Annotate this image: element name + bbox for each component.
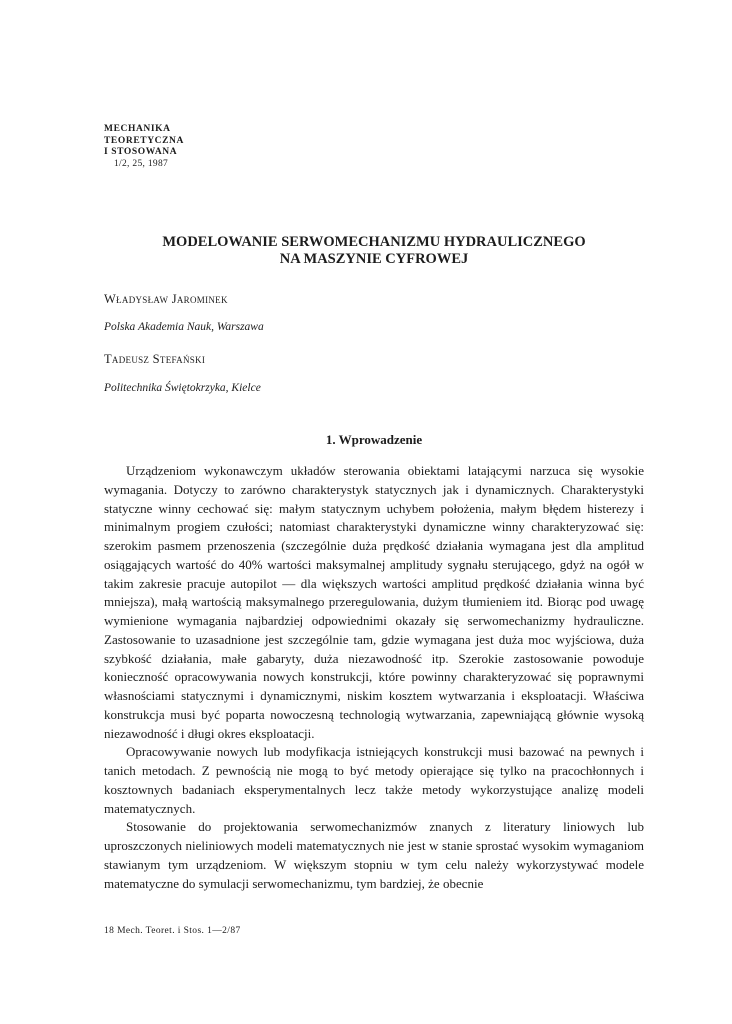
masthead-line: I STOSOWANA (104, 147, 178, 157)
page-footer: 18 Mech. Teoret. i Stos. 1—2/87 (104, 926, 241, 936)
title-line: MODELOWANIE SERWOMECHANIZMU HYDRAULICZNEGO (162, 234, 586, 250)
masthead-issue: 1/2, 25, 1987 (114, 158, 169, 169)
paragraph: Urządzeniom wykonawczym układów sterowania obiektami latającymi narzuca się wysokie wymagania. Dotyczy to zarówno charakterystyk statycznych jak i dynamicznych. Charakterystyki statyczne winny cechować się: małym statycznym uchybem położenia, małym błędem histerezy i minimalnym progiem czułości; natomiast charakterystyki dynamiczne winny charakteryzować się: szerokim pasmem przenoszenia (szczególnie duża prędkość działania wymagana jest dla amplitud osiągających wartość do 40% wartości maksymalnej amplitudy sygnału sterującego, gdyż na ogół w takim zakresie pracuje autopilot — dla większych wartości amplitud prędkość działania winna być mniejsza), małą wartością maksymalnego przeregulowania, dużym tłumieniem itd. Biorąc pod uwagę wymienione wymagania najbardziej odpowiednimi okazały się serwomechanizmy hydrauliczne. Zastosowanie to uzasadnione jest szczególnie tam, gdzie wymagana jest duża moc wyjściowa, duża szybkość działania, małe gabaryty, duża niezawodność itp. Szerokie zastosowanie powoduje konieczność opracowywania nowych konstrukcji, które powinny charakteryzować się poprawnymi własnościami statycznymi i dynamicznymi, niskim kosztem wytwarzania i eksploatacji. Właściwa konstrukcja musi być poparta nowoczesną technologią wytwarzania, zapewniającą głównie wysoką niezawodność i długi okres eksploatacji. (104, 463, 644, 741)
author-name: Tadeusz Stefański (104, 352, 206, 366)
paragraph: Opracowywanie nowych lub modyfikacja istniejących konstrukcji musi bazować na pewnych i tanich metodach. Z pewnością nie mogą to być metody opierające się tylko na pracochłonnych i kosztownych badaniach eksperymentalnych lecz także metody wykorzystujące analizę modeli matematycznych. (104, 744, 644, 816)
author-affiliation: Politechnika Świętokrzyka, Kielce (104, 382, 261, 394)
author-name: Władysław Jarominek (104, 292, 228, 306)
section-heading: 1. Wprowadzenie (325, 432, 423, 447)
paragraph: Stosowanie do projektowania serwomechanizmów znanych z literatury liniowych lub uproszczonych nieliniowych modeli matematycznych nie jest w stanie sprostać wysokim wymaganiom stawianym tym urządzeniom. W większym stopniu w tym celu należy wykorzystywać modele matematyczne do symulacji serwomechanizmu, tym bardziej, że obecnie (104, 819, 644, 891)
body-text (104, 462, 644, 893)
author-affiliation: Polska Akademia Nauk, Warszawa (104, 321, 264, 333)
paper-title (104, 234, 644, 268)
title-line: NA MASZYNIE CYFROWEJ (279, 251, 469, 267)
journal-masthead (104, 124, 184, 170)
masthead-line: MECHANIKA (104, 124, 171, 134)
masthead-line: TEORETYCZNA (104, 135, 184, 146)
